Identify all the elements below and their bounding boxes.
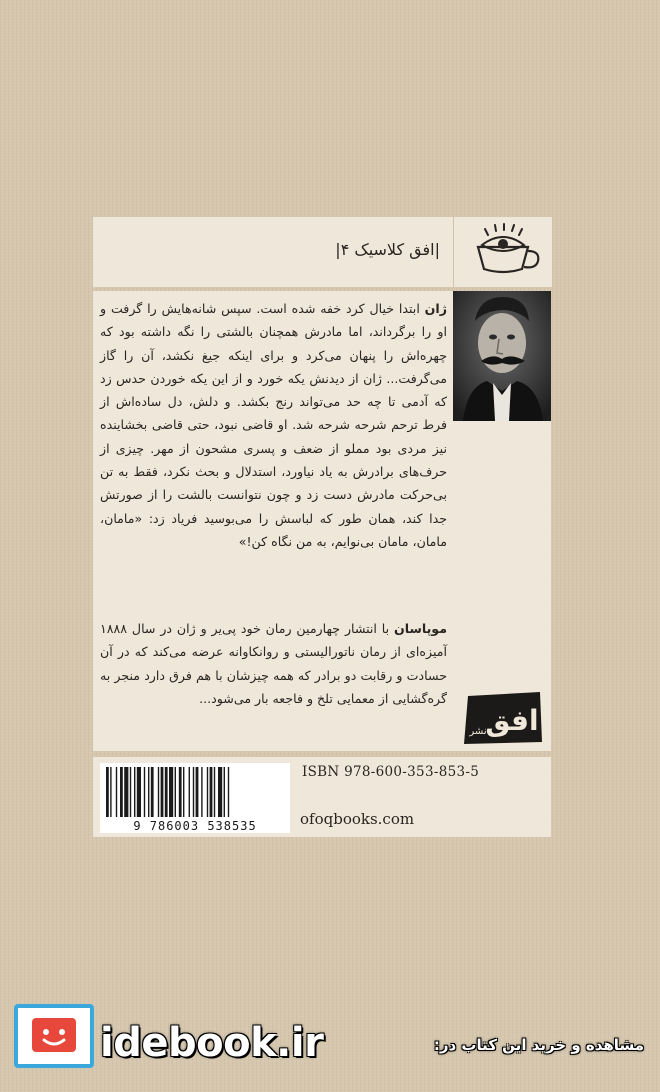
barcode-bar	[144, 767, 145, 817]
series-title: |افق کلاسیک ۴|	[335, 240, 440, 259]
publisher-logo-sub: نشر	[469, 726, 487, 737]
barcode-bar	[193, 767, 194, 817]
barcode-bar	[218, 767, 222, 817]
barcode-bar	[196, 767, 199, 817]
barcode-bar	[158, 767, 159, 817]
barcode-bar	[183, 767, 184, 817]
idebook-brand[interactable]: idebook.ir	[100, 1020, 324, 1066]
excerpt-body: ابتدا خیال کرد خفه شده است. سپس شانه‌هایش را گرفت و او را برگرداند، اما مادرش همچنان بالشتی را نگه داشته بود که چهره‌اش را پنهان می‌کرد و برای اینکه جیغ نکشد، آن را گاز می‌گرفت... ژان از دیدنش یکه خورد و از این یکه خوردن حدس زد که آدمی تا چه حد می‌تواند رنج بکشد. و دلش، دل ساده‌اش از فرط ترحم شرحه شرحه شد. او قاضی نبود، حتی قاضی بخشاینده نیز مردی بود مملو از ضعف و پسری مشحون از مهر. چیزی از حرف‌های برادرش به یاد نیاورد، استدلال و بحث نکرد، فقط به تن بی‌حرکت مادرش دست زد و چون نتوانست بالشت را از صورتش جدا کند، همان طور که لباسش را می‌بوسید فریاد زد: «مامان، مامان، مامان بی‌نوایم، به من نگاه کن!»	[100, 301, 447, 549]
barcode-bar	[207, 767, 208, 817]
isbn-label: ISBN 978-600-353-853-5	[302, 764, 480, 780]
barcode-bar	[130, 767, 131, 817]
barcode-bar	[175, 767, 176, 817]
barcode-bar	[179, 767, 182, 817]
idebook-caption: مشاهده و خرید این کتاب در:	[433, 1036, 644, 1054]
idebook-logo[interactable]	[14, 1004, 94, 1068]
about-text	[100, 617, 447, 710]
barcode-bar	[116, 767, 117, 817]
barcode-bar	[214, 767, 215, 817]
barcode-bar	[169, 767, 173, 817]
author-portrait	[453, 291, 551, 421]
about-body: با انتشار چهارمین رمان خود پی‌یر و ژان در سال ۱۸۸۸ آمیزه‌ای از رمان ناتورالیستی و روانکاوانه عرضه می‌کند که در آن حسادت و رقابت دو برادر که همه چیزشان با هم فرق دارد منجر به گره‌گشایی از معمایی تلخ و فاجعه بار می‌شود...	[100, 621, 447, 706]
barcode-bar	[134, 767, 135, 817]
barcode-bar	[165, 767, 168, 817]
barcode-bar	[137, 767, 141, 817]
barcode-bar	[106, 767, 109, 817]
eye-cup-icon	[454, 217, 552, 287]
publisher-logo	[458, 690, 546, 746]
barcode-bar	[228, 767, 229, 817]
author-photo-icon	[453, 291, 551, 421]
book-icon	[18, 1008, 90, 1064]
barcode	[100, 763, 290, 833]
barcode-bar	[161, 767, 164, 817]
barcode-bar	[124, 767, 128, 817]
publisher-logo-text: افق	[485, 704, 539, 737]
barcode-bar	[210, 767, 213, 817]
series-logo	[453, 217, 552, 287]
ofoq-logo-icon	[458, 690, 546, 746]
barcode-bar	[120, 767, 123, 817]
barcode-bar	[201, 767, 202, 817]
excerpt-text	[100, 297, 447, 553]
barcode-bar	[224, 767, 225, 817]
barcode-bar	[151, 767, 154, 817]
barcode-digits: 9 786003 538535	[133, 819, 257, 833]
barcode-bar	[110, 767, 111, 817]
barcode-bar	[189, 767, 190, 817]
excerpt-lead: ژان	[424, 301, 447, 316]
barcode-bar	[148, 767, 149, 817]
website-link[interactable]: ofoqbooks.com	[300, 810, 415, 828]
about-lead: موپاسان	[393, 621, 447, 636]
